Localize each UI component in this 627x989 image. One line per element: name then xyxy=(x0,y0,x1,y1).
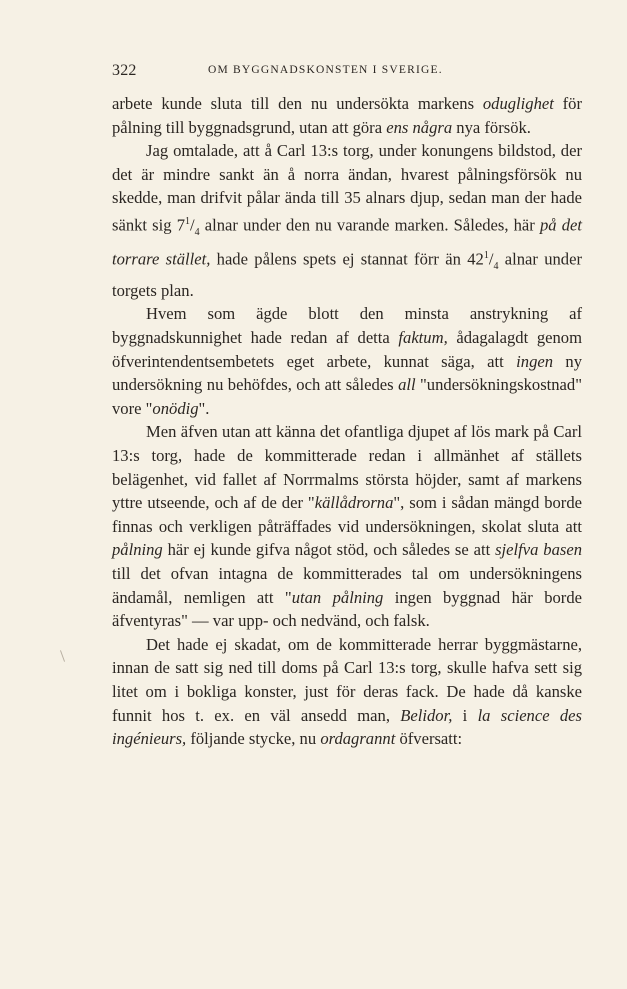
text-run: ingen byggnad här borde äfventyras" — var upp- och nedvänd, och falsk. xyxy=(112,587,582,631)
page-number: 322 xyxy=(112,62,137,79)
fraction-numerator: 1 xyxy=(185,215,190,227)
italic-text: sjelfva basen xyxy=(495,540,582,560)
text-run: i xyxy=(452,705,478,725)
text-run: Det hade ej skadat, om de kommitterade herrar byggmästarne, innan de satt sig ned till doms på Carl 13:s torg, skulle hafva sett sig litet om i bokliga konster, just för deras fack. De hade då kanske funnit hos t. ex. en väl ansedd man, xyxy=(112,634,582,725)
italic-text: utan pålning xyxy=(291,587,384,607)
text-run: Men äfven utan att känna det ofantliga djupet af lös mark på Carl 13:s torg, hade de kommitterade redan i allmänhet af ställets belägenhet, vid fallet af Norrmalms största höjder, samt af markens yttre utseende, och af de der " xyxy=(112,422,582,513)
paragraph xyxy=(112,92,582,139)
text-run: för pålning till byggnadsgrund, utan att göra xyxy=(112,94,582,137)
text-run: hade pålens spets ej stannat förr än 42 xyxy=(210,249,484,269)
paragraph xyxy=(112,302,582,420)
text-run: nya försök. xyxy=(452,117,531,137)
italic-text: oduglighet xyxy=(482,94,554,113)
italic-text: Belidor, xyxy=(400,705,453,725)
text-run: ", som i sådan mängd borde finnas och verkligen påträffades vid undersökningen, skolat sluta att xyxy=(112,493,582,536)
text-run: arbete kunde sluta till den nu undersökta markens xyxy=(112,94,483,113)
italic-text: all xyxy=(398,375,416,395)
fraction-denominator: 4 xyxy=(194,226,200,238)
italic-text: onödig xyxy=(152,398,199,418)
text-run: / xyxy=(190,215,195,235)
text-run: till det ofvan intagna de kommitterades tal om undersökningens ändamål, nemligen att " xyxy=(112,563,582,607)
italic-text: la science des ingénieurs, xyxy=(112,705,582,749)
italic-text: faktum, xyxy=(398,328,448,348)
text-run: alnar under torgets plan. xyxy=(112,249,582,300)
margin-pencil-mark xyxy=(60,650,65,662)
text-run: ådagalagdt genom öfverintendentsembetets eget arbete, kunnat säga, att xyxy=(112,328,582,371)
text-run: öfversatt: xyxy=(395,729,463,749)
text-run: följande stycke, nu xyxy=(186,729,321,749)
body-text xyxy=(112,92,582,751)
italic-text: källådrorna xyxy=(314,493,394,513)
italic-text: pålning xyxy=(112,540,163,560)
text-run: Hvem som ägde blott den minsta anstrykning af byggnadskunnighet hade redan af detta xyxy=(112,304,582,348)
fraction-numerator: 1 xyxy=(483,250,489,262)
italic-text: ordagrannt xyxy=(320,729,396,749)
running-head xyxy=(112,62,582,86)
text-run: / xyxy=(488,249,494,269)
italic-text: ens några xyxy=(386,117,453,137)
text-run: här ej kunde gifva något stöd, och således se att xyxy=(162,540,496,560)
text-run: ny undersökning nu behöfdes, och att således xyxy=(112,351,583,395)
fraction-denominator: 4 xyxy=(493,261,499,273)
text-run: alnar under den nu varande marken. Således, här xyxy=(199,215,540,235)
text-run: "undersökningskostnad" vore " xyxy=(112,375,582,418)
paragraph xyxy=(112,420,582,632)
paragraph xyxy=(112,139,582,302)
italic-text: ingen xyxy=(516,351,554,371)
text-run: ". xyxy=(198,398,210,418)
paragraph xyxy=(112,633,582,751)
text-run: Jag omtalade, att å Carl 13:s torg, under konungens bildstod, der det är mindre sankt än å norra ändan, hvarest pålningsförsök nu skedde, man drifvit pålar ända till 35 alnars djup, sedan man der hade sänkt sig 7 xyxy=(112,141,582,235)
running-title: OM BYGGNADSKONSTEN I SVERIGE. xyxy=(208,64,443,76)
italic-text: på det torrare stället, xyxy=(112,215,582,269)
